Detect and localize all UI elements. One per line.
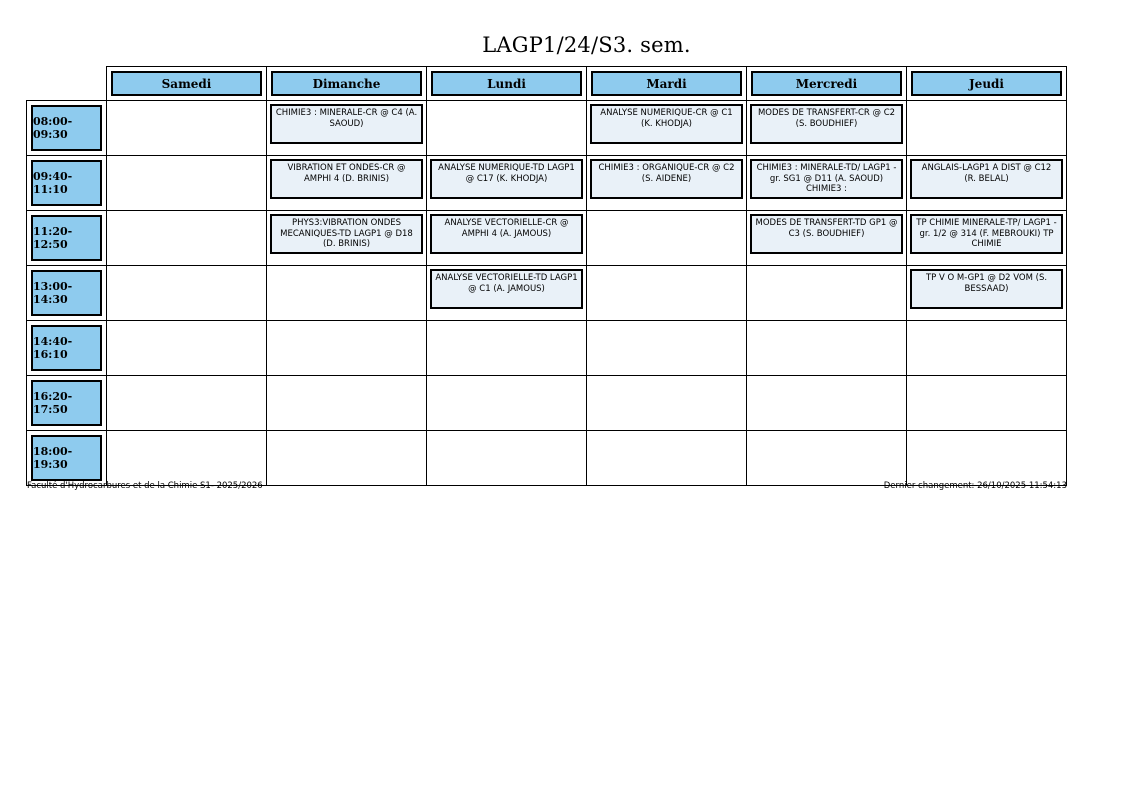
page-title: LAGP1/24/S3. sem. xyxy=(482,33,691,57)
slot-cell xyxy=(587,211,747,266)
course-block[interactable]: ANALYSE VECTORIELLE-TD LAGP1 @ C1 (A. JAMOUS) xyxy=(430,269,583,309)
slot-cell xyxy=(907,266,1067,321)
slot-cell xyxy=(907,376,1067,431)
slot-cell xyxy=(267,321,427,376)
slot-cell xyxy=(747,101,907,156)
footer-faculty: Faculté d'Hydrocarbures et de la Chimie S1- 2025/2026 xyxy=(27,481,263,491)
course-block[interactable]: MODES DE TRANSFERT-CR @ C2 (S. BOUDHIEF) xyxy=(750,104,903,144)
slot-cell xyxy=(907,156,1067,211)
time-label: 18:00-19:30 xyxy=(31,435,102,481)
slot-cell xyxy=(427,211,587,266)
slot-cell xyxy=(267,101,427,156)
time-label: 16:20-17:50 xyxy=(31,380,102,426)
slot-cell xyxy=(427,266,587,321)
slot-cell xyxy=(107,431,267,486)
course-block[interactable]: TP CHIMIE MINERALE-TP/ LAGP1 - gr. 1/2 @ 314 (F. MEBROUKI) TP CHIMIE xyxy=(910,214,1063,254)
time-row xyxy=(27,156,1067,211)
slot-cell xyxy=(267,376,427,431)
time-label: 11:20-12:50 xyxy=(31,215,102,261)
slot-cell xyxy=(427,156,587,211)
time-row xyxy=(27,431,1067,486)
slot-cell xyxy=(427,376,587,431)
time-cell xyxy=(27,101,107,156)
slot-cell xyxy=(107,211,267,266)
course-block[interactable]: ANALYSE NUMERIQUE-TD LAGP1 @ C17 (K. KHODJA) xyxy=(430,159,583,199)
slot-cell xyxy=(907,431,1067,486)
slot-cell xyxy=(747,431,907,486)
time-label: 14:40-16:10 xyxy=(31,325,102,371)
time-row xyxy=(27,321,1067,376)
timetable xyxy=(26,66,1067,486)
slot-cell xyxy=(587,156,747,211)
footer-last-change: Dernier changement: 26/10/2025 11:54:13 xyxy=(883,481,1067,491)
time-cell xyxy=(27,156,107,211)
course-block[interactable]: CHIMIE3 : MINERALE-CR @ C4 (A. SAOUD) xyxy=(270,104,423,144)
slot-cell xyxy=(107,321,267,376)
slot-cell xyxy=(907,321,1067,376)
course-block[interactable]: VIBRATION ET ONDES-CR @ AMPHI 4 (D. BRINIS) xyxy=(270,159,423,199)
slot-cell xyxy=(587,376,747,431)
slot-cell xyxy=(747,376,907,431)
slot-cell xyxy=(747,211,907,266)
slot-cell xyxy=(107,266,267,321)
day-label: Mercredi xyxy=(751,71,902,96)
time-row xyxy=(27,376,1067,431)
day-header-row xyxy=(27,67,1067,101)
slot-cell xyxy=(267,266,427,321)
slot-cell xyxy=(587,431,747,486)
time-label: 09:40-11:10 xyxy=(31,160,102,206)
course-block[interactable]: TP V O M-GP1 @ D2 VOM (S. BESSAAD) xyxy=(910,269,1063,309)
day-label: Jeudi xyxy=(911,71,1062,96)
slot-cell xyxy=(907,101,1067,156)
course-block[interactable]: ANALYSE NUMERIQUE-CR @ C1 (K. KHODJA) xyxy=(590,104,743,144)
slot-cell xyxy=(587,321,747,376)
course-block[interactable]: ANALYSE VECTORIELLE-CR @ AMPHI 4 (A. JAMOUS) xyxy=(430,214,583,254)
slot-cell xyxy=(747,266,907,321)
slot-cell xyxy=(267,156,427,211)
time-row xyxy=(27,211,1067,266)
slot-cell xyxy=(427,431,587,486)
slot-cell xyxy=(427,101,587,156)
time-row xyxy=(27,101,1067,156)
course-block[interactable]: MODES DE TRANSFERT-TD GP1 @ C3 (S. BOUDHIEF) xyxy=(750,214,903,254)
corner-cell xyxy=(27,67,107,101)
course-block[interactable]: CHIMIE3 : MINERALE-TD/ LAGP1 - gr. SG1 @ D11 (A. SAOUD) CHIMIE3 : xyxy=(750,159,903,199)
time-cell xyxy=(27,431,107,486)
slot-cell xyxy=(747,321,907,376)
day-header-cell xyxy=(267,67,427,101)
slot-cell xyxy=(107,101,267,156)
day-header-cell xyxy=(427,67,587,101)
time-cell xyxy=(27,266,107,321)
slot-cell xyxy=(587,266,747,321)
day-label: Dimanche xyxy=(271,71,422,96)
slot-cell xyxy=(587,101,747,156)
day-header-cell xyxy=(747,67,907,101)
slot-cell xyxy=(267,431,427,486)
slot-cell xyxy=(267,211,427,266)
day-header-cell xyxy=(587,67,747,101)
course-block[interactable]: PHYS3:VIBRATION ONDES MECANIQUES-TD LAGP1 @ D18 (D. BRINIS) xyxy=(270,214,423,254)
day-label: Samedi xyxy=(111,71,262,96)
time-cell xyxy=(27,211,107,266)
slot-cell xyxy=(747,156,907,211)
day-header-cell xyxy=(907,67,1067,101)
slot-cell xyxy=(107,376,267,431)
time-label: 08:00-09:30 xyxy=(31,105,102,151)
slot-cell xyxy=(107,156,267,211)
course-block[interactable]: CHIMIE3 : ORGANIQUE-CR @ C2 (S. AIDENE) xyxy=(590,159,743,199)
time-row xyxy=(27,266,1067,321)
slot-cell xyxy=(907,211,1067,266)
course-block[interactable]: ANGLAIS-LAGP1 A DIST @ C12 (R. BELAL) xyxy=(910,159,1063,199)
day-label: Mardi xyxy=(591,71,742,96)
time-cell xyxy=(27,321,107,376)
slot-cell xyxy=(427,321,587,376)
day-label: Lundi xyxy=(431,71,582,96)
day-header-cell xyxy=(107,67,267,101)
time-cell xyxy=(27,376,107,431)
time-label: 13:00-14:30 xyxy=(31,270,102,316)
